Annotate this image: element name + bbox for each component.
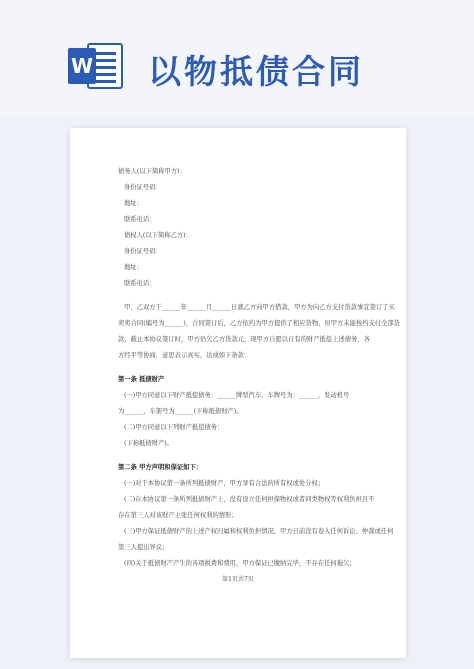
doc-line: (一)对于本协议第一条所列抵债财产，甲方享有合法的所有权或处分权； xyxy=(124,480,325,487)
doc-line: (三)甲方保证抵债财产的上述产权归属和权利负担情况，甲方日前没有卷入任何诉讼、仲裁或任何 xyxy=(124,528,394,535)
logo-letter: W xyxy=(70,54,94,78)
doc-line: (二)甲方同意以下列财产抵偿债务： xyxy=(124,424,224,431)
doc-line: (二)在本协议第一条所列抵债财产上，没有设立任何担保物权或者同类物权等权利负担且不 xyxy=(124,496,375,503)
page-footer: 第1页共7页 xyxy=(222,576,254,583)
doc-line: 卖卖合同(编号为______)，合同签订后，乙方依约为甲方提供了相应货物，但甲方未能按约支付全部货 xyxy=(118,320,400,327)
doc-line: (一)甲方同意以下财产抵偿债务：______牌型汽车，车牌号为：______，发动机号 xyxy=(124,392,350,399)
section-heading: 第二条 甲方声明和保证如下： xyxy=(118,464,203,471)
doc-line: 第三人提出异议； xyxy=(118,544,169,551)
doc-line: 款，截止本协议签订时，甲方仍欠乙方货款元，现甲方自愿以自有的财产抵偿上述债务，各 xyxy=(118,336,370,343)
doc-line: 地址： xyxy=(124,200,143,207)
doc-line: (下称抵债财产)。 xyxy=(124,440,173,447)
doc-line: 债权人(以下简称乙方)： xyxy=(124,232,192,239)
doc-line: 身份证号码： xyxy=(124,184,162,191)
doc-line: 身份证号码： xyxy=(124,248,162,255)
doc-line: 联系电话： xyxy=(124,216,156,223)
doc-line: 为______，车架号为______(下称抵债财产)。 xyxy=(118,408,243,415)
document-title: 以物抵债合同 xyxy=(148,52,364,91)
doc-line: 方经平等协商，意思表示真实，达成如下条款： xyxy=(118,352,251,359)
doc-line: 债务人(以下简称甲方)： xyxy=(118,168,186,175)
doc-line: 联系电话： xyxy=(124,280,156,287)
doc-line: 存在第三人对该财产主张任何权利的情形； xyxy=(118,512,238,519)
doc-line: 甲、乙双方于______年______月______日就乙方向甲方借款，甲方为向乙方支付货款事宜签订了买 xyxy=(124,304,395,311)
word-logo-icon xyxy=(66,40,126,92)
header-banner xyxy=(0,0,474,118)
doc-line: 地址： xyxy=(124,264,143,271)
document-page xyxy=(70,128,406,658)
section-heading: 第一条 抵债财产 xyxy=(118,376,165,383)
doc-line: (四)关于抵债财产产生的各项税费和费用，甲方保证已缴纳完毕，不存在任何拖欠； xyxy=(124,560,356,567)
